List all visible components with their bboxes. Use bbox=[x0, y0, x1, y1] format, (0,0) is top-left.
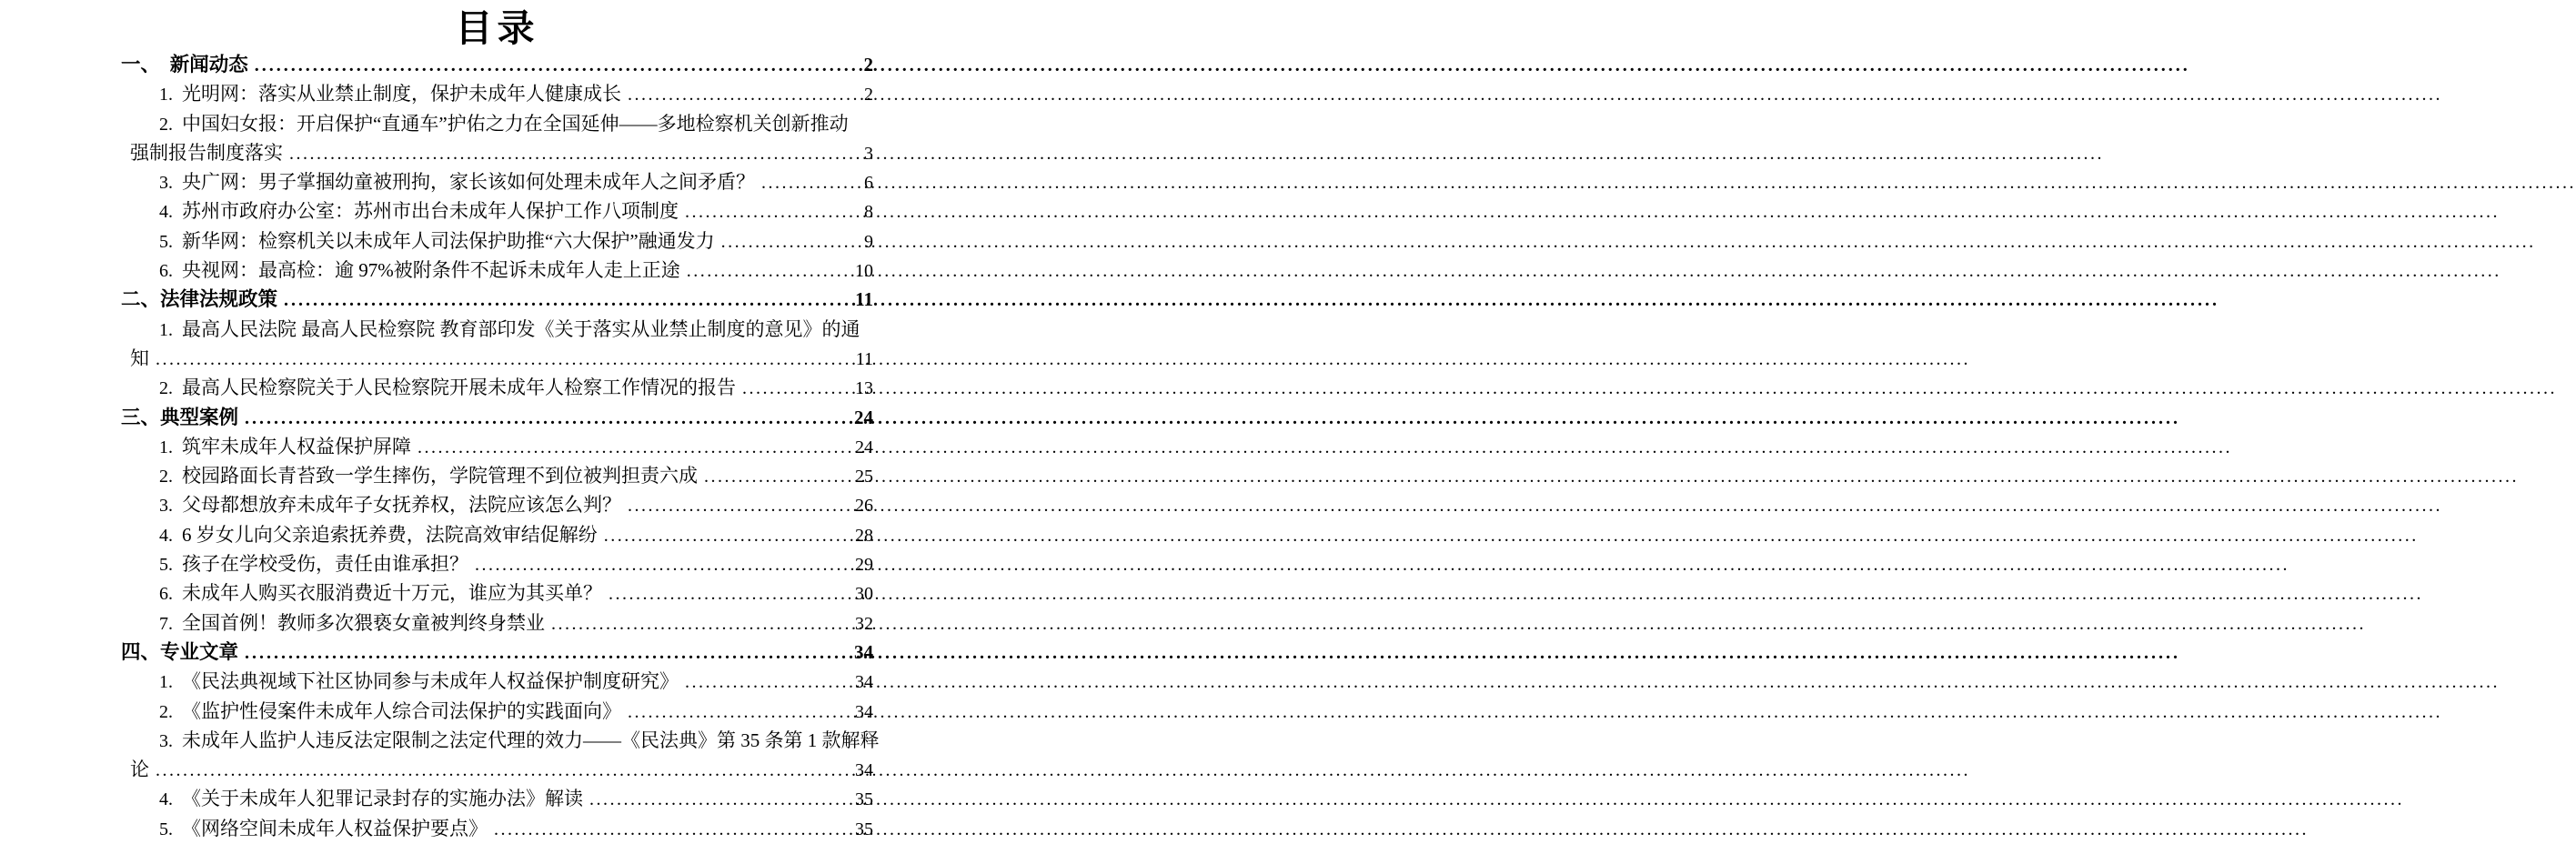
dot-leader bbox=[685, 197, 862, 226]
page-number: 13 bbox=[855, 378, 873, 399]
toc-entry-line bbox=[121, 139, 873, 168]
toc-entry-line bbox=[121, 462, 873, 491]
toc-entry-line bbox=[121, 227, 873, 256]
toc-entry-number: 3. bbox=[159, 173, 173, 194]
toc-entry-text: 最高人民检察院关于人民检察院开展未成年人检察工作情况的报告 bbox=[182, 377, 736, 399]
toc-entry-line bbox=[121, 256, 873, 286]
dot-leader bbox=[761, 168, 862, 197]
toc-entry-number: 2. bbox=[159, 467, 173, 487]
toc-entry-text: 央广网：男子掌掴幼童被刑拘，家长该如何处理未成年人之间矛盾？ bbox=[182, 171, 755, 194]
toc-entry-text: 强制报告制度落实 bbox=[130, 141, 283, 164]
toc-entry-text: 知 bbox=[130, 347, 149, 369]
toc bbox=[121, 51, 880, 844]
page-number: 2 bbox=[863, 54, 873, 75]
toc-entry-text: 《民法典视域下社区协同参与未成年人权益保护制度研究》 bbox=[182, 670, 679, 693]
dot-leader bbox=[589, 785, 853, 814]
dot-leader bbox=[245, 404, 848, 433]
dot-leader bbox=[551, 609, 853, 638]
toc-entry-text: 全国首例！教师多次猥亵女童被判终身禁业 bbox=[182, 611, 545, 634]
page-number: 3 bbox=[864, 143, 873, 164]
page-number: 35 bbox=[855, 819, 873, 839]
page-number: 30 bbox=[855, 584, 873, 605]
toc-section-label: 三、典型案例 bbox=[121, 406, 239, 428]
dot-leader bbox=[685, 668, 853, 697]
toc-entry-text: 《监护性侵案件未成年人综合司法保护的实践面向》 bbox=[182, 699, 621, 722]
toc-entry-line bbox=[121, 168, 873, 197]
page-number: 24 bbox=[854, 406, 873, 428]
toc-entry-line bbox=[121, 609, 873, 638]
page-number: 10 bbox=[855, 261, 873, 282]
page-title: 目录 bbox=[455, 7, 539, 49]
dot-leader bbox=[628, 80, 862, 109]
toc-entry-line bbox=[121, 698, 873, 727]
toc-section-heading bbox=[121, 404, 873, 433]
toc-entry-text: 苏州市政府办公室：苏州市出台未成年人保护工作八项制度 bbox=[182, 200, 679, 223]
toc-entry-text: 未成年人购买衣服消费近十万元，谁应为其买单？ bbox=[182, 582, 602, 605]
toc-entry-text: 父母都想放弃未成年子女抚养权，法院应该怎么判？ bbox=[182, 494, 621, 517]
toc-entry-number: 2. bbox=[159, 114, 173, 135]
dot-leader bbox=[628, 698, 853, 727]
dot-leader bbox=[255, 51, 858, 80]
toc-section-heading bbox=[121, 286, 873, 315]
toc-entry-text: 未成年人监护人违反法定限制之法定代理的效力——《民法典》第 35 条第 1 款解释 bbox=[182, 728, 880, 751]
toc-entry-number: 2. bbox=[159, 701, 173, 722]
page-number: 9 bbox=[864, 231, 873, 252]
toc-entry-line bbox=[121, 491, 873, 520]
toc-entry-line bbox=[121, 521, 873, 550]
dot-leader bbox=[284, 286, 849, 315]
toc-entry-text: 最高人民法院 最高人民检察院 教育部印发《关于落实从业禁止制度的意见》的通 bbox=[182, 317, 860, 340]
toc-entry-number: 2. bbox=[159, 378, 173, 399]
toc-section-label: 四、专业文章 bbox=[121, 640, 239, 663]
toc-entry-text: 中国妇女报：开启保护“直通车”护佑之力在全国延伸——多地检察机关创新推动 bbox=[182, 112, 849, 135]
toc-entry-number: 3. bbox=[159, 496, 173, 517]
dot-leader bbox=[628, 491, 853, 520]
toc-section-label: 二、法律法规政策 bbox=[121, 288, 278, 311]
toc-entry-number: 1. bbox=[159, 437, 173, 457]
toc-entry-number: 4. bbox=[159, 202, 173, 223]
page-number: 28 bbox=[855, 525, 873, 546]
page-number: 26 bbox=[855, 496, 873, 517]
dot-leader bbox=[418, 433, 853, 462]
toc-entry-text: 光明网：落实从业禁止制度，保护未成年人健康成长 bbox=[182, 83, 621, 106]
toc-entry-line bbox=[121, 197, 873, 226]
dot-leader bbox=[721, 227, 862, 256]
page-number: 32 bbox=[855, 613, 873, 634]
toc-entry-line bbox=[121, 80, 873, 109]
toc-entry-number: 1. bbox=[159, 85, 173, 106]
toc-entry-text: 央视网：最高检：逾 97%被附条件不起诉未成年人走上正途 bbox=[182, 259, 680, 282]
toc-entry-line bbox=[121, 579, 873, 608]
toc-entry-number: 4. bbox=[159, 789, 173, 810]
dot-leader bbox=[604, 521, 853, 550]
dot-leader bbox=[156, 756, 853, 785]
page-number: 11 bbox=[855, 288, 873, 311]
page-number: 25 bbox=[855, 467, 873, 487]
toc-entry-number: 5. bbox=[159, 819, 173, 839]
toc-section-label: 一、 新闻动态 bbox=[121, 54, 248, 75]
dot-leader bbox=[687, 256, 853, 286]
toc-entry-text: 筑牢未成年人权益保护屏障 bbox=[182, 435, 411, 457]
toc-entry-text: 《关于未成年人犯罪记录封存的实施办法》解读 bbox=[182, 788, 583, 810]
toc-entry-line bbox=[121, 727, 880, 756]
toc-entry-line bbox=[121, 316, 873, 345]
toc-entry-line bbox=[121, 374, 873, 403]
page-number: 11 bbox=[855, 348, 873, 369]
page-number: 24 bbox=[855, 437, 873, 457]
toc-entry-number: 6. bbox=[159, 261, 173, 282]
page-number: 29 bbox=[855, 555, 873, 576]
toc-entry-number: 1. bbox=[159, 672, 173, 693]
dot-leader bbox=[704, 462, 853, 491]
toc-entry-line bbox=[121, 756, 873, 785]
dot-leader bbox=[475, 550, 853, 579]
toc-entry-text: 校园路面长青苔致一学生摔伤，学院管理不到位被判担责六成 bbox=[182, 465, 698, 487]
toc-entry-text: 孩子在学校受伤，责任由谁承担？ bbox=[182, 553, 468, 576]
toc-entry-number: 5. bbox=[159, 231, 173, 252]
toc-entry-number: 3. bbox=[159, 730, 173, 751]
page-number: 34 bbox=[854, 640, 873, 663]
toc-entry-text: 6 岁女儿向父亲追索抚养费，法院高效审结促解纷 bbox=[182, 523, 598, 546]
dot-leader bbox=[609, 579, 853, 608]
page-number: 35 bbox=[855, 789, 873, 810]
page-number: 34 bbox=[855, 760, 873, 781]
toc-entry-line bbox=[121, 668, 873, 697]
toc-entry-line bbox=[121, 550, 873, 579]
toc-entry-line bbox=[121, 815, 873, 844]
toc-section-heading bbox=[121, 51, 873, 80]
toc-entry-number: 1. bbox=[159, 319, 173, 340]
toc-entry-line bbox=[121, 345, 873, 374]
page-number: 34 bbox=[855, 701, 873, 722]
dot-leader bbox=[156, 345, 854, 374]
page-number: 34 bbox=[855, 672, 873, 693]
toc-entry-text: 论 bbox=[130, 759, 149, 781]
toc-entry-text: 新华网：检察机关以未成年人司法保护助推“六大保护”融通发力 bbox=[182, 229, 715, 252]
toc-entry-number: 7. bbox=[159, 613, 173, 634]
dot-leader bbox=[742, 374, 853, 403]
toc-entry-line bbox=[121, 110, 873, 139]
toc-entry-number: 6. bbox=[159, 584, 173, 605]
page-number: 2 bbox=[864, 85, 873, 106]
toc-entry-line bbox=[121, 785, 873, 814]
page-number: 8 bbox=[864, 202, 873, 223]
dot-leader bbox=[494, 815, 853, 844]
toc-section-heading bbox=[121, 638, 873, 668]
toc-entry-number: 4. bbox=[159, 525, 173, 546]
document-page bbox=[0, 0, 957, 839]
toc-entry-number: 5. bbox=[159, 555, 173, 576]
toc-entry-text: 《网络空间未成年人权益保护要点》 bbox=[182, 817, 488, 839]
dot-leader bbox=[289, 139, 862, 168]
dot-leader bbox=[245, 638, 848, 668]
page-number: 6 bbox=[864, 173, 873, 194]
toc-entry-line bbox=[121, 433, 873, 462]
